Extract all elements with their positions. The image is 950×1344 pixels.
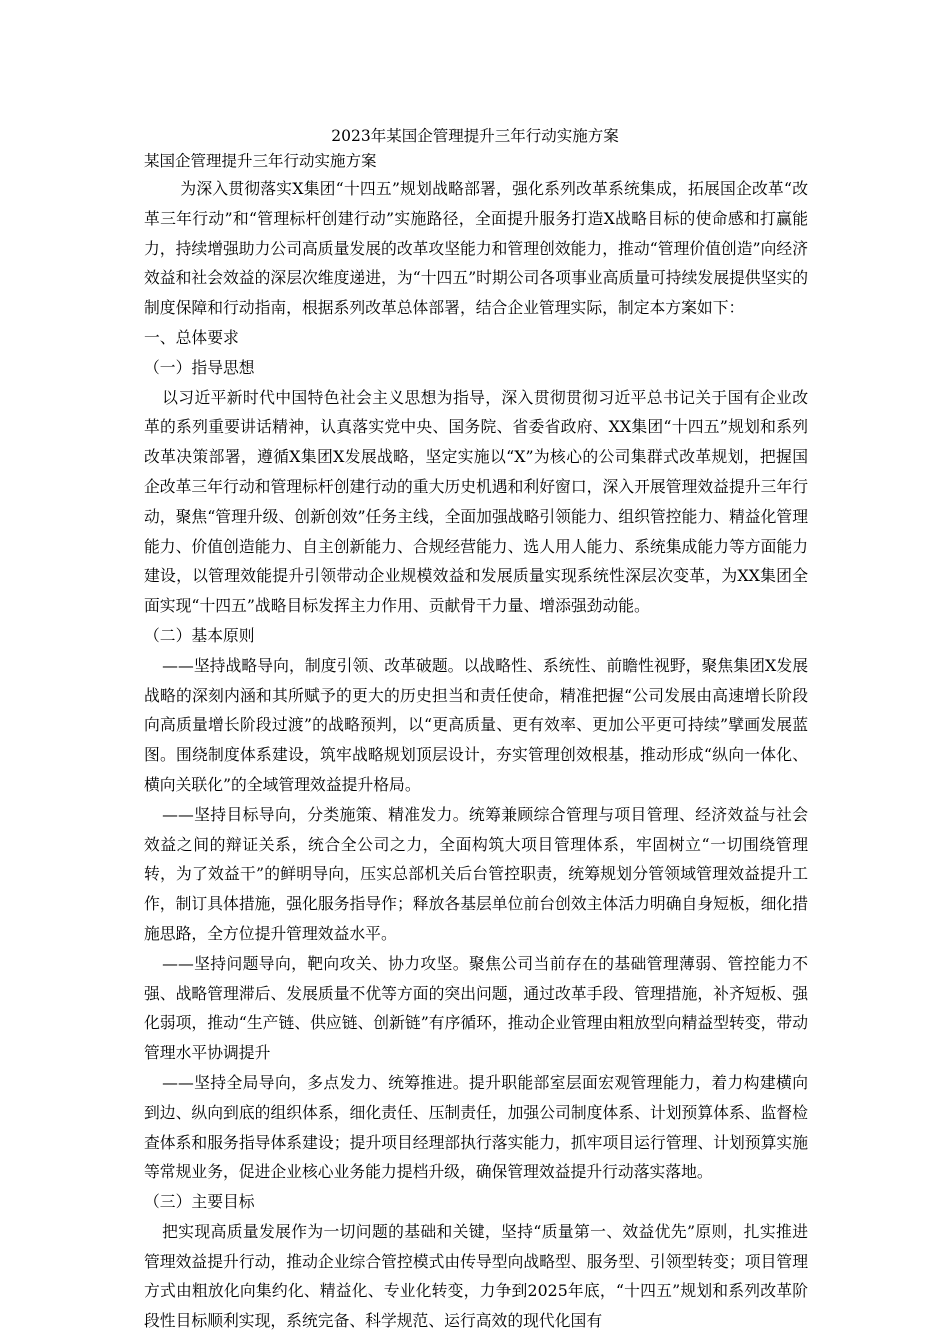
- document-title: 2023年某国企管理提升三年行动实施方案: [331, 127, 619, 145]
- section-heading-general-requirements: 一、总体要求: [144, 327, 239, 347]
- intro-paragraph: 为深入贯彻落实X集团“十四五”规划战略部署，强化系列改革系统集成，拓展国企改革“改革三年行动”和“管理标杆创建行动”实施路径，全面提升服务打造X战略目标的使命感和打赢能力，持续增强助力公司高质量发展的改革攻坚能力和管理创效能力，推动“管理价值创造”向经济效益和社会效益的深层次维度递进，为“十四五”时期公司各项事业高质量可持续发展提供坚实的制度保障和行动指南，根据系列改革总体部署，结合企业管理实际，制定本方案如下：: [144, 179, 808, 318]
- principle-paragraph: ——坚持目标导向，分类施策、精准发力。统筹兼顾综合管理与项目管理、经济效益与社会效益之间的辩证关系，统合全公司之力，全面构筑大项目管理体系，牢固树立“一切围绕管理转，为了效益干”的鲜明导向，压实总部机关后台管控职责，统筹规划分管领域管理效益提升工作，制订具体措施，强化服务指导作；释放各基层单位前台创效主体活力明确自身短板，细化措施思路，全方位提升管理效益水平。: [144, 804, 808, 943]
- subsection-heading-basic-principles: （二）基本原则: [144, 625, 255, 645]
- guiding-ideology-paragraph: 以习近平新时代中国特色社会主义思想为指导，深入贯彻贯彻习近平总书记关于国有企业改革的系列重要讲话精神，认真落实党中央、国务院、省委省政府、XX集团“十四五”规划和系列改革决策部署，遵循X集团X发展战略，坚定实施以“X”为核心的公司集群式改革规划，把握国企改革三年行动和管理标杆创建行动的重大历史机遇和利好窗口，深入开展管理效益提升三年行动，聚焦“管理升级、创新创效”任务主线，全面加强战略引领能力、组织管控能力、精益化管理能力、价值创造能力、自主创新能力、合规经营能力、选人用人能力、系统集成能力等方面能力建设，以管理效能提升引领带动企业规模效益和发展质量实现系统性深层次变革，为XX集团全面实现“十四五”战略目标发挥主力作用、贡献骨干力量、增添强劲动能。: [144, 387, 808, 616]
- principle-paragraph: ——坚持战略导向，制度引领、改革破题。以战略性、系统性、前瞻性视野，聚焦集团X发展战略的深刻内涵和其所赋予的更大的历史担当和责任使命，精准把握“公司发展由高速增长阶段向高质量增长阶段过渡”的战略预判，以“更高质量、更有效率、更加公平更可持续”擘画发展蓝图。围绕制度体系建设，筑牢战略规划顶层设计，夯实管理创效根基，推动形成“纵向一体化、横向关联化”的全域管理效益提升格局。: [144, 655, 808, 794]
- subsection-heading-guiding-ideology: （一）指导思想: [144, 357, 255, 377]
- document-subtitle: 某国企管理提升三年行动实施方案: [144, 152, 377, 170]
- principle-paragraph: ——坚持问题导向，靶向攻关、协力攻坚。聚焦公司当前存在的基础管理薄弱、管控能力不强、战略管理滞后、发展质量不优等方面的突出问题，通过改革手段、管理措施，补齐短板、强化弱项，推动“生产链、供应链、创新链”有序循环，推动企业管理由粗放型向精益型转变，带动管理水平协调提升: [144, 953, 808, 1063]
- principle-paragraph: ——坚持全局导向，多点发力、统筹推进。提升职能部室层面宏观管理能力，着力构建横向到边、纵向到底的组织体系，细化责任、压制责任，加强公司制度体系、计划预算体系、监督检查体系和服务指导体系建设；提升项目经理部执行落实能力，抓牢项目运行管理、计划预算实施等常规业务，促进企业核心业务能力提档升级，确保管理效益提升行动落实落地。: [144, 1072, 808, 1182]
- main-goals-paragraph: 把实现高质量发展作为一切问题的基础和关键，坚持“质量第一、效益优先”原则，扎实推进管理效益提升行动，推动企业综合管控模式由传导型向战略型、服务型、引领型转变；项目管理方式由粗放化向集约化、精益化、专业化转变，力争到2025年底，“十四五”规划和系列改革阶段性目标顺利实现，系统完备、科学规范、运行高效的现代化国有: [144, 1221, 808, 1331]
- document-body: [144, 174, 808, 1336]
- subsection-heading-main-goals: （三）主要目标: [144, 1192, 255, 1212]
